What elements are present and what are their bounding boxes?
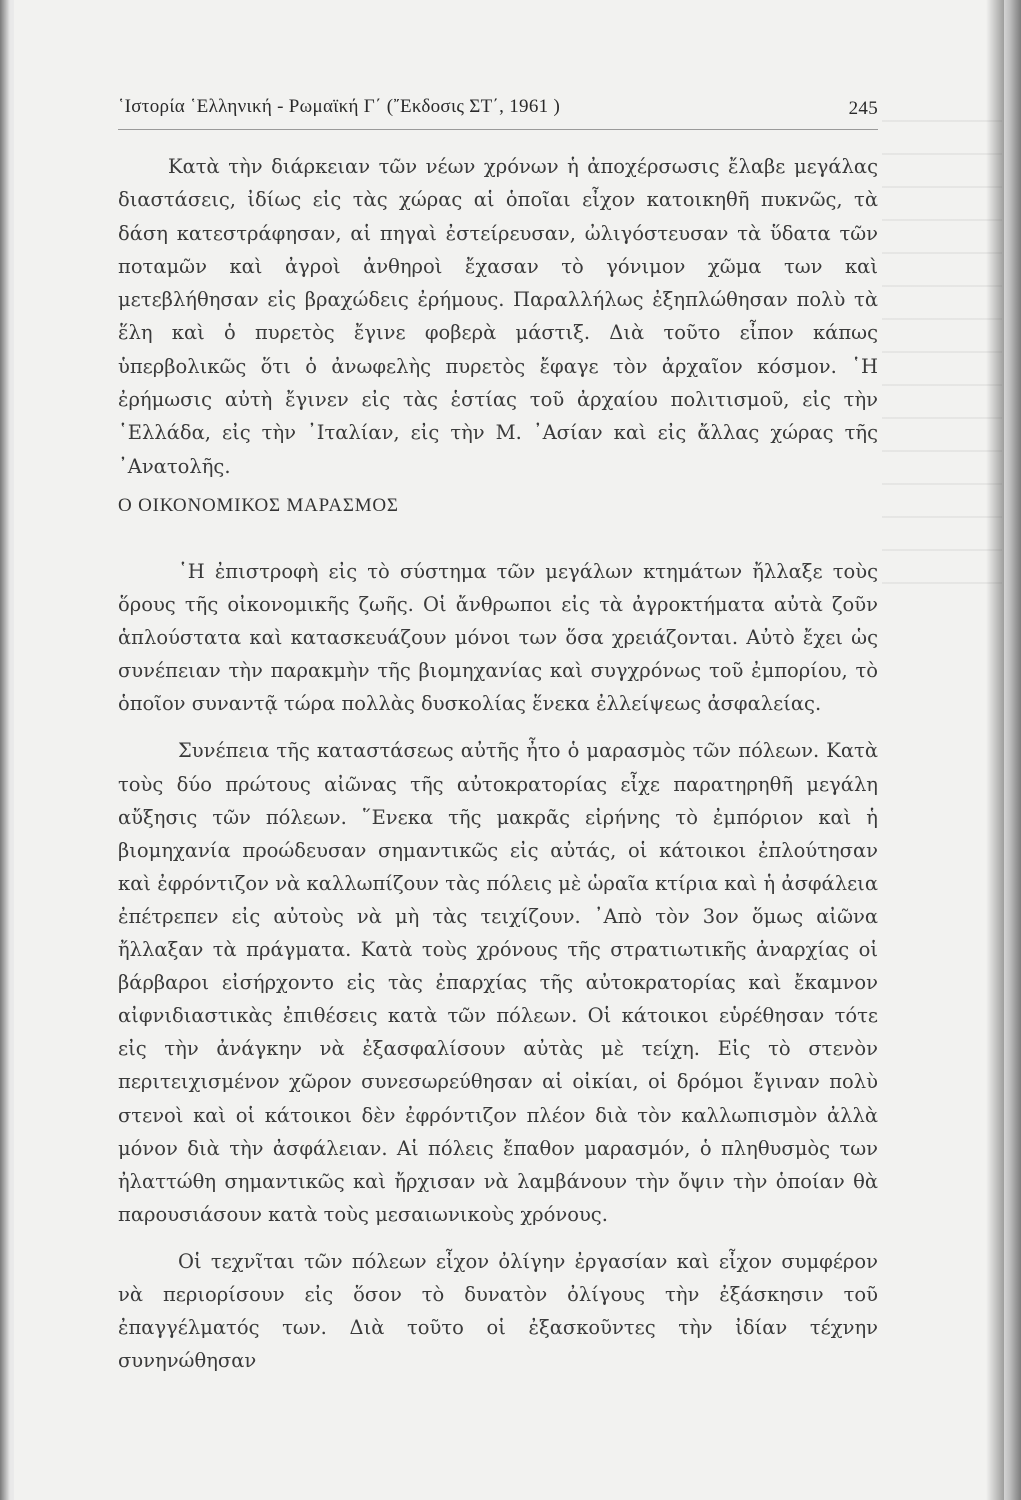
- show-through-text: [882, 120, 1002, 600]
- header-rule: [118, 129, 878, 130]
- section-paragraph-2: Συνέπεια τῆς καταστάσεως αὐτῆς ἦτο ὁ μαρασμὸς τῶν πόλεων. Κατὰ τοὺς δύο πρώτους αἰῶνας τῆς αὐτοκρατορίας εἶχε παρατηρηθῆ μεγάλη αὔξησις τῶν πόλεων. ῞Ενεκα τῆς μακρᾶς εἰρήνης τὸ ἐμπόριον καὶ ἡ βιομηχανία προώδευσαν σημαντικῶς εἰς αὐτάς, οἱ κάτοικοι ἐπλούτησαν καὶ ἐφρόντιζον νὰ καλλωπίζουν τὰς πόλεις μὲ ὡραῖα κτίρια καὶ ἡ ἀσφάλεια ἐπέτρεπεν εἰς αὐτοὺς νὰ μὴ τὰς τειχίζουν. ᾿Απὸ τὸν 3ον ὅμως αἰῶνα ἤλλαξαν τὰ πράγματα. Κατὰ τοὺς χρόνους τῆς στρατιωτικῆς ἀναρχίας οἱ βάρβαροι εἰσήρχοντο εἰς τὰς ἐπαρχίας τῆς αὐτοκρατορίας καὶ ἔκαμνον αἰφνιδιαστικὰς ἐπιθέσεις κατὰ τῶν πόλεων. Οἱ κάτοικοι εὑρέθησαν τότε εἰς τὴν ἀνάγκην νὰ ἐξασφαλίσουν αὐτὰς μὲ τείχη. Εἰς τὸ στενὸν περιτειχισμένον χῶρον συνεσωρεύθησαν αἱ οἰκίαι, οἱ δρόμοι ἔγιναν πολὺ στενοὶ καὶ οἱ κάτοικοι δὲν ἐφρόντιζον πλέον διὰ τὸν καλλωπισμὸν ἀλλὰ μόνον διὰ τὴν ἀσφάλειαν. Αἱ πόλεις ἔπαθον μαρασμόν, ὁ πληθυσμὸς των ἠλαττώθη σημαντικῶς καὶ ἤρχισαν νὰ λαμβάνουν τὴν ὄψιν τὴν ὁποίαν θὰ παρουσιάσουν κατὰ τοὺς μεσαιωνικοὺς χρόνους.: [118, 739, 878, 1226]
- section-heading: Ο ΟΙΚΟΝΟΜΙΚΟΣ ΜΑΡΑΣΜΟΣ: [118, 495, 399, 516]
- header-title: ῾Ιστορία ῾Ελληνική - Ρωμαϊκή Γ΄ (῎Εκδοσις ΣΤ΄, 1961 ): [118, 96, 561, 117]
- page-number: 245: [848, 98, 878, 119]
- section-paragraph-3: Οἱ τεχνῖται τῶν πόλεων εἶχον ὀλίγην ἐργασίαν καὶ εἶχον συμφέρον νὰ περιορίσουν εἰς ὅσον τὸ δυνατὸν ὀλίγους τὴν ἐξάσκησιν τοῦ ἐπαγγέλματός των. Διὰ τοῦτο οἱ ἐξασκοῦντες τὴν ἰδίαν τέχνην συνηνώθησαν: [118, 1249, 878, 1373]
- section-paragraph-1: ῾Η ἐπιστροφὴ εἰς τὸ σύστημα τῶν μεγάλων κτημάτων ἤλλαξε τοὺς ὅρους τῆς οἰκονομικῆς ζωῆς. Οἱ ἄνθρωποι εἰς τὰ ἀγροκτήματα αὐτὰ ζοῦν ἁπλούστατα καὶ κατασκευάζουν μόνοι των ὅσα χρειάζονται. Αὐτὸ ἔχει ὡς συνέπειαν τὴν παρακμὴν τῆς βιομηχανίας καὶ συγχρόνως τοῦ ἐμπορίου, τὸ ὁποῖον συναντᾷ τώρα πολλὰς δυσκολίας ἕνεκα ἐλλείψεως ἀσφαλείας.: [118, 560, 878, 716]
- section-text-block: [118, 555, 878, 1377]
- intro-text-block: [118, 150, 878, 483]
- intro-paragraph: Κατὰ τὴν διάρκειαν τῶν νέων χρόνων ἡ ἀποχέρσωσις ἔλαβε μεγάλας διαστάσεις, ἰδίως εἰς τὰς χώρας αἱ ὁποῖαι εἶχον κατοικηθῆ πυκνῶς, τὰ δάση κατεστράφησαν, αἱ πηγαὶ ἐστείρευσαν, ὠλιγόστευσαν τὰ ὕδατα τῶν ποταμῶν καὶ ἀγροὶ ἀνθηροὶ ἔχασαν τὸ γόνιμον χῶμα των καὶ μετεβλήθησαν εἰς βραχώδεις ἐρήμους. Παραλλήλως ἐξηπλώθησαν πολὺ τὰ ἕλη καὶ ὁ πυρετὸς ἔγινε φοβερὰ μάστιξ. Διὰ τοῦτο εἶπον κάπως ὑπερβολικῶς ὅτι ὁ ἀνωφελὴς πυρετὸς ἔφαγε τὸν ἀρχαῖον κόσμον. ῾Η ἐρήμωσις αὐτὴ ἔγινεν εἰς τὰς ἑστίας τοῦ ἀρχαίου πολιτισμοῦ, εἰς τὴν ῾Ελλάδα, εἰς τὴν ᾿Ιταλίαν, εἰς τὴν Μ. ᾿Ασίαν καὶ εἰς ἄλλας χώρας τῆς ᾿Ανατολῆς.: [118, 155, 878, 478]
- running-header: [118, 92, 878, 124]
